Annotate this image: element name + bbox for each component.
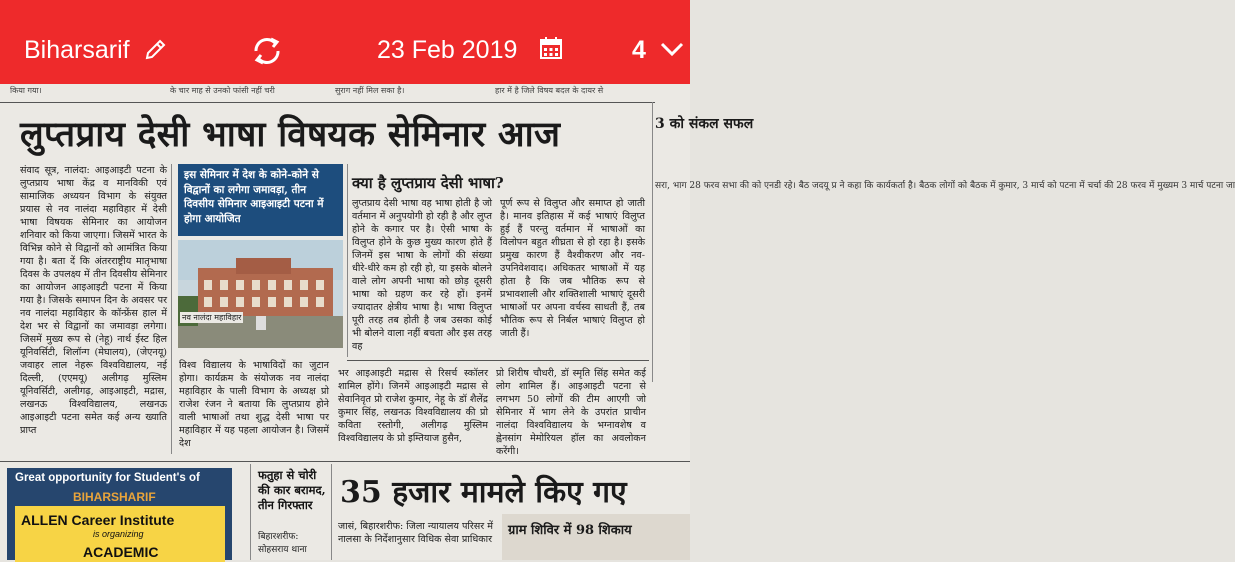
ad-institute-name: ALLEN Career Institute xyxy=(21,512,175,528)
divider xyxy=(0,461,690,462)
side-headline: 3 को संकल सफल xyxy=(655,116,754,132)
building-photo xyxy=(178,240,343,348)
news-box-headline: ग्राम शिविर में 98 शिकाय xyxy=(508,523,632,538)
page-number[interactable]: 4 xyxy=(632,36,646,64)
refresh-icon[interactable] xyxy=(249,33,285,69)
date-selector[interactable]: 23 Feb 2019 xyxy=(377,36,518,64)
ad-program: ACADEMIC xyxy=(83,544,159,560)
article-headline: लुप्तप्राय देसी भाषा विषयक सेमिनार आज xyxy=(20,114,561,155)
calendar-icon[interactable] xyxy=(539,36,563,60)
strip-text: सुराग नहीं मिल सका है। xyxy=(335,86,405,95)
chevron-down-icon[interactable] xyxy=(660,40,684,58)
divider xyxy=(331,464,332,560)
pencil-icon[interactable] xyxy=(144,37,168,61)
divider xyxy=(347,164,348,357)
ad-tagline: Great opportunity for Student's of xyxy=(15,472,200,484)
app-header xyxy=(0,0,690,84)
highlight-box: इस सेमिनार में देश के कोने-कोने से विद्वानों का लगेगा जमावड़ा, तीन दिवसीय सेमिनार आइआइटी पटना में होगा आयोजित xyxy=(178,164,343,236)
allen-advertisement[interactable] xyxy=(7,468,232,560)
side-article-text: सरा, भाग 28 फरव सभा की को एनडी रहे। बैठ जदयू प्र ने कहा कि कार्यकर्ता है। बैठक लोगों को बैठक में कुमार, 3 मार्च को पटना में चर्चा की 28 फरव में मुख्यम 3 मार्च पटना जा xyxy=(655,181,1235,191)
article-column: जासं, बिहारशरीफ: जिला न्यायालय परिसर में नालसा के निर्देशानुसार विधिक सेवा प्राधिकार xyxy=(338,521,494,545)
article-subhead: क्या है लुप्तप्राय देसी भाषा? xyxy=(352,174,504,192)
divider xyxy=(347,360,649,361)
divider xyxy=(171,164,172,454)
strip-text: हार में है जिले विषय बदल के दायर से xyxy=(495,86,604,95)
ad-city: BIHARSHARIF xyxy=(73,490,156,504)
brief-headline: फतुहा से चोरी की कार बरामद, तीन गिरफ्तार xyxy=(258,468,326,512)
epaper-page[interactable] xyxy=(0,84,1235,560)
brief-text: बिहारशरीफ: सोहसराय थाना xyxy=(258,532,307,555)
photo-caption: नव नालंदा महाविहार xyxy=(182,313,242,322)
article-column: पूर्ण रूप से विलुप्त और समाप्त हो जाती है। मानव इतिहास में कई भाषाएं विलुप्त हुई हैं परन्तु वर्तमान में भाषाओं का विलोपन बहुत शीघ्रता से हो रहा है। इसके प्रमुख कारण हैं वैश्वीकरण और नव-उपनिवेशवाद। अधिकतर भाषाओं में यह होता है कि जब भौतिक रूप से प्रभावशाली और शक्तिशाली भाषाएं दूसरी भाषाओं पर अपना वर्चस्व साधती हैं, तब भौतिक रूप से निर्बल भाषाएं विलुप्त हो जाती हैं। xyxy=(500,198,645,339)
city-selector[interactable]: Biharsarif xyxy=(24,36,130,64)
article-column: विश्व विद्यालय के भाषाविदों का जुटान होगा। कार्यक्रम के संयोजक नव नालंदा महाविहार के पाली विभाग के अध्यक्ष प्रो राजेश रंजन ने बताया कि लुप्तप्राय होने वाली भाषाओं तथा शुद्ध देसी भाषा पर महाविहार में यह पहला आयोजन है। जिसमें देश xyxy=(179,360,329,449)
article-column: भर आइआइटी मद्रास से रिसर्च स्कॉलर शामिल होंगे। जिनमें आइआइटी मद्रास से सेवानिवृत प्रो राजेश कुमार, नेहू के डॉ शैलेंद्र कुमार सिंह, लखनऊ विश्वविद्यालय की प्रो कविता रस्तोगी, अलीगढ़ मुस्लिम विश्वविद्यालय के प्रो इम्तियाज हुसैन, xyxy=(338,368,488,444)
article-column: लुप्तप्राय देसी भाषा वह भाषा होती है जो वर्तमान में अनुपयोगी हो रही है और लुप्त होने के कगार पर है। ऐसी भाषा के विलुप्त होने के कुछ मुख्य कारण होते हैं जिनमें इस भाषा के लोगों की संख्या धीरे-धीरे कम हो रही हो, या इसके बोलने वाले लोग अपनी भाषा को छोड़ दूसरी भाषा को ग्रहण कर रहे हों। इनमें ज्यादातर क्षेत्रीय भाषा है। भाषा विलुप्त पूरी तरह तब होती है जब उसका कोई भी बोलने वाला नहीं बचता और इस तरह वह xyxy=(352,198,492,352)
divider xyxy=(250,464,251,560)
ad-subtitle: is organizing xyxy=(93,529,144,539)
strip-text: किया गया। xyxy=(10,86,42,95)
previous-articles-strip xyxy=(0,84,690,98)
divider xyxy=(0,102,655,103)
strip-text: के चार माह से उनको फांसी नहीं चरी xyxy=(170,86,275,95)
divider xyxy=(652,102,653,382)
article-column: संवाद सूत्र, नालंदा: आइआइटी पटना के लुप्तप्राय भाषा केंद्र व मानविकी एवं सामाजिक अध्ययन विभाग के संयुक्त प्रयास से नव नालंदा महाविहार में देसी भाषा विषयक सेमिनार का आयोजन शनिवार को किया जाएगा। जिसमें भारत के विभिन्न कोने से विद्वानों को आमंत्रित किया गया है। बता दें कि अंतरराष्ट्रीय मातृभाषा दिवस के उपलक्ष्य में तीन दिवसीय सेमिनार का आयोजन आइआइटी पटना में किया गया है। जिसके समापन दिन के अवसर पर नव नालंदा महाविहार के कॉन्फ्रेंस हाल में देश भर से विद्वानों का जमावड़ा लगेगा। जिसमें मुख्य रूप से (नेहू) नार्थ ईस्ट हिल यूनिवर्सिटी, शिलॉन्ग (मेघालय), (जेएनयू) जवाहर लाल नेहरू विश्वविद्यालय, नई दिल्ली, (एएमयू) अलीगढ़ मुस्लिम यूनिवर्सिटी, अलीगढ़, आइआइटी, मद्रास, लखनऊ विश्वविद्यालय, लखनऊ आइआइटी पटना समेत कई अन्य ख्याति प्राप्त xyxy=(20,165,167,436)
article-column: प्रो शिरीष चौधरी, डॉ स्मृति सिंह समेत कई लोग शामिल हैं। आइआइटी पटना से लगभग 50 लोगों की टीम आएगी जो सेमिनार में भाग लेने के उपरांत प्राचीन नालंदा विश्वविद्यालय के भग्नावशेष व ह्वेनसांग मेमोरियल हॉल का अवलोकन करेंगी। xyxy=(496,368,646,457)
article-headline-2: 35 हजार मामले किए गए xyxy=(340,475,627,510)
